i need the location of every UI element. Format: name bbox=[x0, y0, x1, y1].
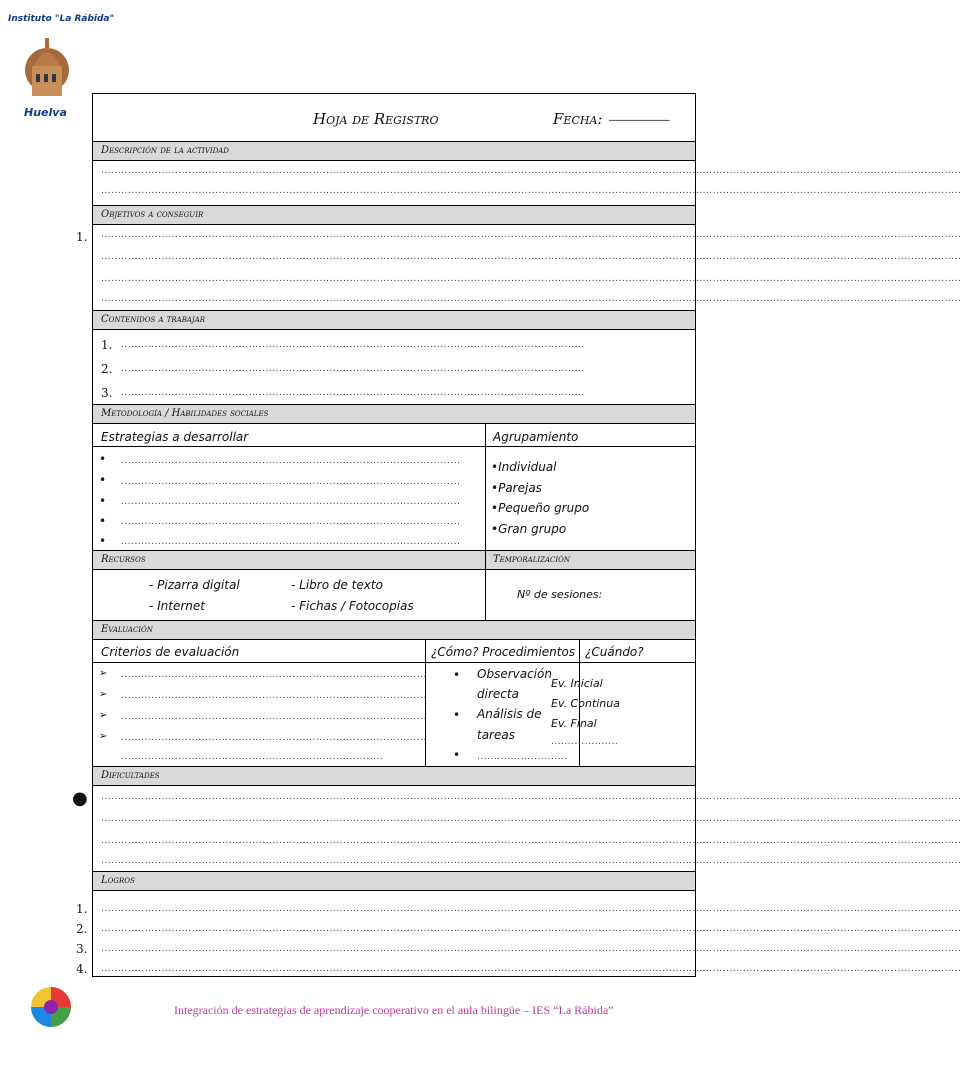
recurso-libro: - Libro de texto bbox=[291, 578, 383, 592]
logros-line[interactable]: ................................................................................................................................................................................................................................................................ bbox=[101, 944, 961, 954]
dificultades-bullet: ● bbox=[72, 788, 88, 809]
agrupamiento-option[interactable]: •Pequeño grupo bbox=[491, 501, 590, 515]
criterios-label: Criterios de evaluación bbox=[101, 645, 240, 659]
dificultades-line[interactable]: ................................................................................................................................................................................................................................................................ bbox=[101, 792, 961, 802]
footer-text: Integración de estrategias de aprendizaje cooperativo en el aula bilingüe – IES “La Rábida” bbox=[174, 1003, 614, 1017]
estrategia-bullet: • bbox=[99, 452, 107, 466]
estrategia-line[interactable]: ..................................................................................................... bbox=[121, 537, 461, 547]
recurso-pizarra: - Pizarra digital bbox=[149, 578, 240, 592]
objetivos-line[interactable]: ................................................................................................................................................................................................................................................................ bbox=[101, 230, 961, 240]
estrategia-bullet: • bbox=[99, 514, 107, 528]
estrategia-line[interactable]: ..................................................................................................... bbox=[121, 497, 461, 507]
puzzle-gear-icon bbox=[26, 982, 76, 1032]
criterio-arrow-icon: ➢ bbox=[99, 731, 108, 742]
logros-line[interactable]: ................................................................................................................................................................................................................................................................ bbox=[101, 924, 961, 934]
objetivos-line[interactable]: ................................................................................................................................................................................................................................................................ bbox=[101, 274, 961, 284]
procedimiento-bullet: • bbox=[453, 668, 461, 682]
contenidos-line[interactable]: .......................................................................................................................................... bbox=[121, 364, 585, 374]
criterio-line[interactable]: .............................................................................. bbox=[121, 752, 384, 762]
logros-line[interactable]: ................................................................................................................................................................................................................................................................ bbox=[101, 904, 961, 914]
recursos-label: Recursos bbox=[101, 554, 146, 565]
agrupamiento-option[interactable]: •Parejas bbox=[491, 481, 542, 495]
criterio-arrow-icon: ➢ bbox=[99, 668, 108, 679]
estrategias-label: Estrategias a desarrollar bbox=[101, 430, 249, 444]
procedimiento-bullet: • bbox=[453, 708, 461, 722]
dificultades-line[interactable]: ................................................................................................................................................................................................................................................................ bbox=[101, 836, 961, 846]
descripcion-header: Descripción de la actividad bbox=[93, 141, 695, 161]
contenidos-line[interactable]: .......................................................................................................................................... bbox=[121, 388, 585, 398]
contenidos-number-3: 3. bbox=[101, 386, 113, 400]
cuando-item: Ev. Continua bbox=[551, 697, 620, 710]
criterio-line[interactable]: ........................................................................................... bbox=[121, 712, 427, 722]
criterio-line[interactable]: ........................................................................................... bbox=[121, 691, 427, 701]
procedimiento-item: tareas bbox=[477, 728, 515, 742]
cuando-item: Ev. Inicial bbox=[551, 677, 603, 690]
registro-form bbox=[92, 93, 961, 977]
criterio-line[interactable]: ........................................................................................... bbox=[121, 733, 427, 743]
descripcion-line[interactable]: ................................................................................................................................................................................................................................................................ bbox=[101, 186, 961, 196]
dificultades-line[interactable]: ................................................................................................................................................................................................................................................................ bbox=[101, 814, 961, 824]
procedimiento-item: directa bbox=[477, 687, 519, 701]
contenidos-header: Contenidos a trabajar bbox=[93, 310, 695, 330]
recursos-header bbox=[93, 550, 695, 570]
criterio-arrow-icon: ➢ bbox=[99, 710, 108, 721]
logros-line[interactable]: ................................................................................................................................................................................................................................................................ bbox=[101, 964, 961, 974]
logros-header: Logros bbox=[93, 871, 695, 891]
criterio-arrow-icon: ➢ bbox=[99, 689, 108, 700]
estrategia-bullet: • bbox=[99, 494, 107, 508]
school-emblem-icon bbox=[6, 8, 115, 120]
objetivos-header: Objetivos a conseguir bbox=[93, 205, 695, 225]
criterio-line[interactable]: ........................................................................................... bbox=[121, 670, 427, 680]
logros-number-3: 3. bbox=[76, 942, 88, 956]
procedimiento-line[interactable]: ........................... bbox=[477, 752, 568, 762]
fecha-field[interactable]: ___________ bbox=[609, 108, 670, 121]
logros-number-4: 4. bbox=[76, 962, 88, 976]
objetivos-number: 1. bbox=[76, 230, 88, 244]
como-label: ¿Cómo? Procedimientos bbox=[431, 645, 576, 659]
page-title: Hoja de Registro bbox=[313, 110, 439, 128]
cuando-label: ¿Cuándo? bbox=[585, 645, 644, 659]
recurso-internet: - Internet bbox=[149, 599, 206, 613]
cuando-item: Ev. Final bbox=[551, 717, 597, 730]
procedimiento-item: Análisis de bbox=[477, 707, 542, 721]
estrategia-bullet: • bbox=[99, 534, 107, 548]
temporalizacion-label: Temporalización bbox=[493, 554, 571, 565]
logo-city: Huelva bbox=[24, 106, 67, 119]
sesiones-label[interactable]: Nº de sesiones: bbox=[517, 588, 603, 601]
evaluacion-header: Evaluación bbox=[93, 620, 695, 640]
logo-name: Instituto "La Rábida" bbox=[8, 14, 115, 24]
estrategia-line[interactable]: ..................................................................................................... bbox=[121, 517, 461, 527]
dificultades-line[interactable]: ................................................................................................................................................................................................................................................................ bbox=[101, 856, 961, 866]
estrategia-line[interactable]: ..................................................................................................... bbox=[121, 456, 461, 466]
logros-number-1: 1. bbox=[76, 902, 88, 916]
procedimiento-item: Observación bbox=[477, 667, 552, 681]
metodologia-header: Metodología / Habilidades sociales bbox=[93, 404, 695, 424]
cuando-line[interactable]: .................... bbox=[551, 737, 619, 747]
dificultades-header: Dificultades bbox=[93, 766, 695, 786]
agrupamiento-option[interactable]: •Gran grupo bbox=[491, 522, 567, 536]
estrategia-line[interactable]: ..................................................................................................... bbox=[121, 477, 461, 487]
agrupamiento-label: Agrupamiento bbox=[493, 430, 579, 444]
fecha-label: Fecha: bbox=[553, 110, 603, 128]
school-logo bbox=[6, 8, 115, 120]
logros-number-2: 2. bbox=[76, 922, 88, 936]
estrategia-bullet: • bbox=[99, 473, 107, 487]
contenidos-number-2: 2. bbox=[101, 362, 113, 376]
agrupamiento-option[interactable]: •Individual bbox=[491, 460, 557, 474]
recurso-fichas: - Fichas / Fotocopias bbox=[291, 599, 414, 613]
objetivos-line[interactable]: ................................................................................................................................................................................................................................................................ bbox=[101, 294, 961, 304]
procedimiento-bullet: • bbox=[453, 748, 461, 762]
contenidos-line[interactable]: .......................................................................................................................................... bbox=[121, 340, 585, 350]
cooperative-logo bbox=[26, 982, 76, 1032]
contenidos-number-1: 1. bbox=[101, 338, 113, 352]
descripcion-line[interactable]: ................................................................................................................................................................................................................................................................ bbox=[101, 166, 961, 176]
objetivos-line[interactable]: ................................................................................................................................................................................................................................................................ bbox=[101, 252, 961, 262]
